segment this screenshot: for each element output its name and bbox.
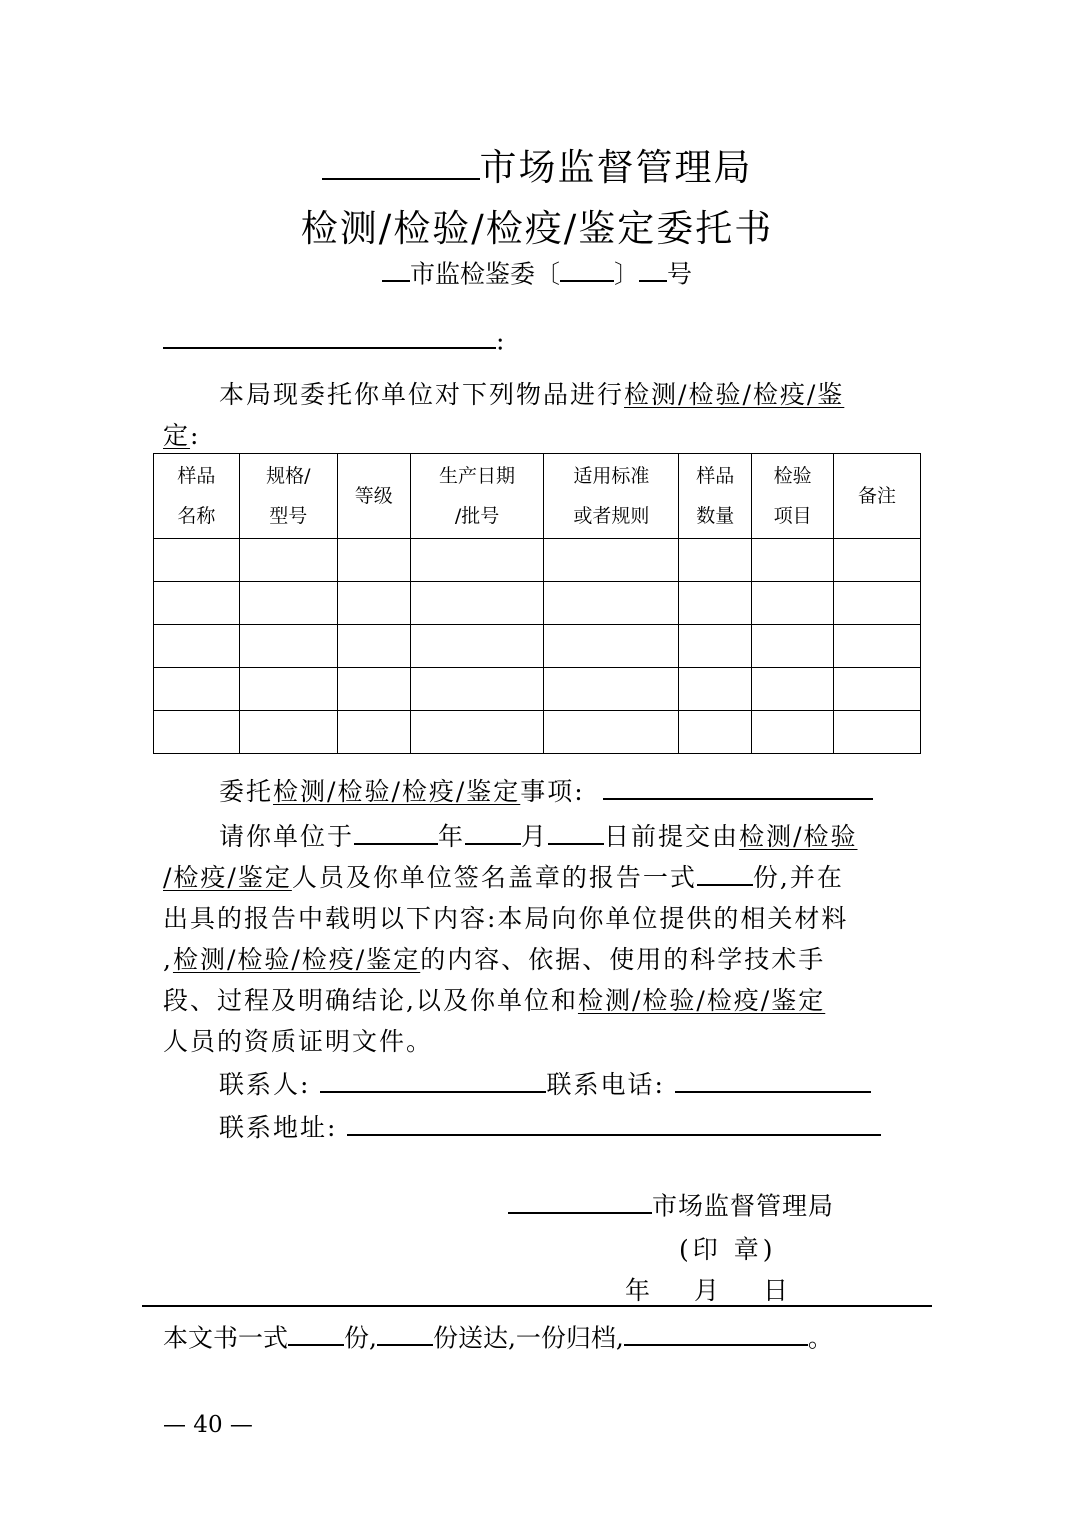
contact-person-field[interactable] — [320, 1065, 546, 1093]
table-cell[interactable] — [834, 668, 921, 711]
table-cell[interactable] — [679, 711, 752, 754]
table-row — [154, 668, 921, 711]
total-copies-blank[interactable] — [288, 1318, 344, 1346]
table-cell[interactable] — [834, 711, 921, 754]
table-row — [154, 582, 921, 625]
signature-date: 年 月 日 — [625, 1276, 789, 1305]
table-cell[interactable] — [239, 582, 337, 625]
contact-address-field[interactable] — [347, 1108, 881, 1136]
table-row — [154, 539, 921, 582]
table-cell[interactable] — [679, 668, 752, 711]
table-cell[interactable] — [752, 539, 834, 582]
table-cell[interactable] — [544, 539, 679, 582]
contact-line2: 联系地址: — [163, 1107, 913, 1148]
request-line3: 出具的报告中载明以下内容:本局向你单位提供的相关材料 — [163, 904, 849, 933]
table-cell[interactable] — [154, 582, 240, 625]
deadline-month-blank[interactable] — [465, 817, 521, 845]
table-cell[interactable] — [239, 711, 337, 754]
table-cell[interactable] — [239, 625, 337, 668]
addressee-line: : — [163, 321, 504, 355]
table-cell[interactable] — [752, 625, 834, 668]
table-cell[interactable] — [410, 625, 544, 668]
table-cell[interactable] — [410, 582, 544, 625]
footer-note: 本文书一式 份, 份送达,一份归档, 。 — [163, 1318, 833, 1354]
table-cell[interactable] — [154, 668, 240, 711]
table-cell[interactable] — [544, 711, 679, 754]
table-row — [154, 711, 921, 754]
table-header-row — [154, 454, 921, 539]
doc-title-line2: 检测/检验/检疫/鉴定委托书 — [300, 207, 774, 250]
header-test-items: 检验 项目 — [752, 454, 834, 539]
request-line1: 请你单位于 年 月 日前提交由检测/检验 — [163, 816, 913, 857]
table-cell[interactable] — [752, 668, 834, 711]
table-cell[interactable] — [544, 668, 679, 711]
intro-line1: 本局现委托你单位对下列物品进行检测/检验/检疫/鉴 — [219, 380, 845, 409]
header-production-date: 生产日期 /批号 — [410, 454, 544, 539]
table-cell[interactable] — [544, 582, 679, 625]
header-remarks: 备注 — [834, 454, 921, 539]
doc-number: 市监检鉴委〔 〕 号 — [0, 254, 1074, 290]
served-copies-blank[interactable] — [377, 1318, 433, 1346]
table-cell[interactable] — [544, 625, 679, 668]
header-grade: 等级 — [337, 454, 410, 539]
table-cell[interactable] — [337, 711, 410, 754]
header-sample-name: 样品 名称 — [154, 454, 240, 539]
deadline-year-blank[interactable] — [354, 817, 438, 845]
table-cell[interactable] — [410, 668, 544, 711]
header-standard: 适用标准 或者规则 — [544, 454, 679, 539]
contact-line1: 联系人: 联系电话: — [163, 1064, 913, 1105]
doc-number-year-blank[interactable] — [560, 254, 614, 282]
signature-agency-blank[interactable] — [508, 1186, 652, 1214]
table-cell[interactable] — [239, 539, 337, 582]
header-quantity: 样品 数量 — [679, 454, 752, 539]
table-cell[interactable] — [834, 539, 921, 582]
request-line2: /检疫/鉴定人员及你单位签名盖章的报告一式 份,并在 — [163, 857, 913, 898]
table-cell[interactable] — [337, 625, 410, 668]
table-row — [154, 625, 921, 668]
agency-name-blank[interactable] — [322, 139, 480, 180]
table-cell[interactable] — [410, 711, 544, 754]
table-cell[interactable] — [337, 668, 410, 711]
addressee-blank[interactable] — [163, 321, 496, 349]
request-line6: 人员的资质证明文件。 — [163, 1027, 434, 1056]
table-cell[interactable] — [154, 625, 240, 668]
table-cell[interactable] — [337, 539, 410, 582]
footer-divider — [142, 1305, 932, 1307]
title-agency-text: 市场监督管理局 — [479, 146, 753, 189]
table-cell[interactable] — [239, 668, 337, 711]
seal-label: (印 章) — [679, 1235, 777, 1264]
table-cell[interactable] — [154, 539, 240, 582]
request-line4: ,检测/检验/检疫/鉴定的内容、依据、使用的科学技术手 — [163, 945, 826, 974]
request-line5: 段、过程及明确结论,以及你单位和检测/检验/检疫/鉴定 — [163, 986, 826, 1015]
contact-phone-field[interactable] — [675, 1065, 871, 1093]
signature-org: 市场监督管理局 — [508, 1186, 834, 1222]
page-number: — 40 — — [163, 1412, 253, 1438]
header-spec-model: 规格/ 型号 — [239, 454, 337, 539]
table-cell[interactable] — [752, 711, 834, 754]
doc-title-line1 — [0, 137, 1074, 191]
doc-number-seq-blank[interactable] — [639, 254, 667, 282]
footer-extra-blank[interactable] — [624, 1318, 808, 1346]
doc-number-prefix-blank[interactable] — [382, 254, 410, 282]
table-cell[interactable] — [752, 582, 834, 625]
samples-table — [153, 453, 921, 754]
intro-line2: 定: — [163, 421, 201, 450]
table-cell[interactable] — [410, 539, 544, 582]
report-copies-blank[interactable] — [697, 858, 753, 886]
table-cell[interactable] — [679, 625, 752, 668]
table-cell[interactable] — [834, 582, 921, 625]
table-cell[interactable] — [834, 625, 921, 668]
matters-blank[interactable] — [603, 772, 873, 800]
table-cell[interactable] — [679, 539, 752, 582]
table-cell[interactable] — [679, 582, 752, 625]
deadline-day-blank[interactable] — [548, 817, 604, 845]
table-cell[interactable] — [337, 582, 410, 625]
table-cell[interactable] — [154, 711, 240, 754]
matters-line: 委托检测/检验/检疫/鉴定事项: — [163, 771, 913, 812]
